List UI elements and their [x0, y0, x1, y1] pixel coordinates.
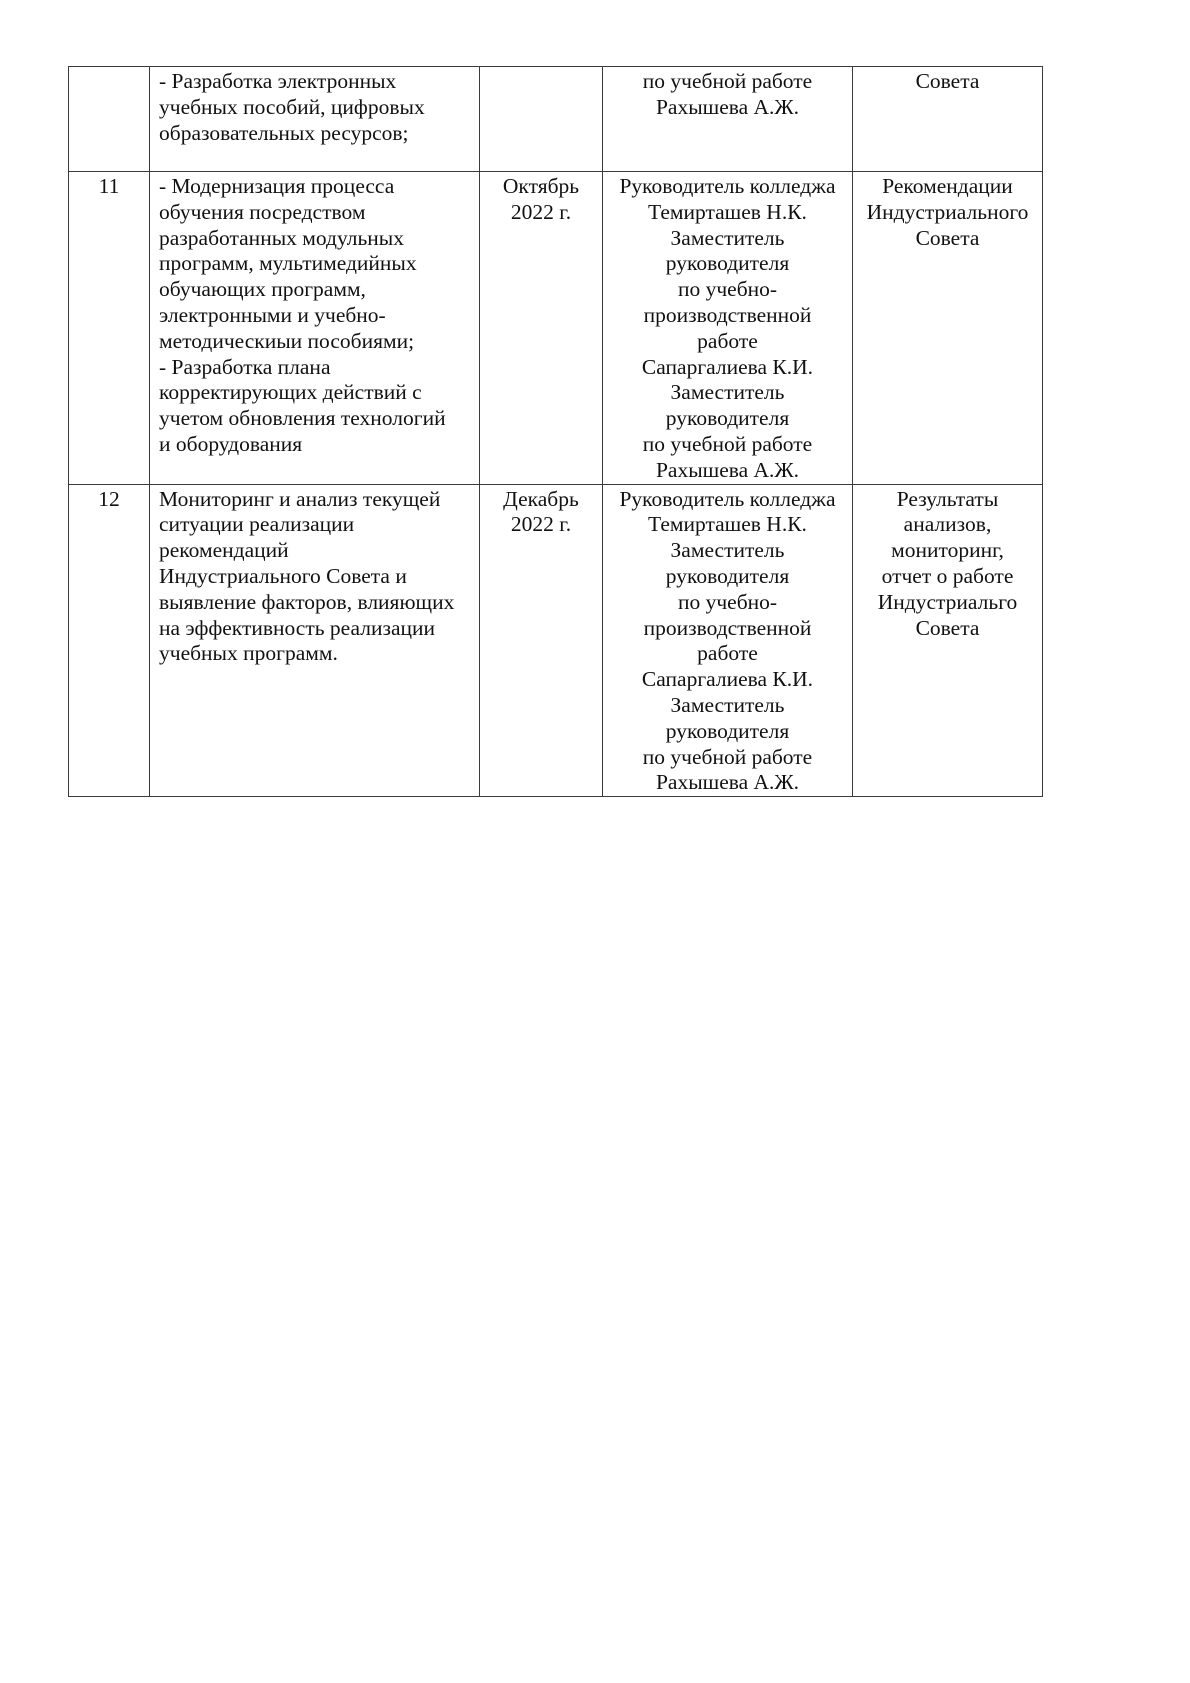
text-line: - Модернизация процесса	[159, 174, 395, 198]
text-line: Рахышева А.Ж.	[655, 94, 800, 119]
text-line: Совета	[915, 225, 980, 250]
text-line: рекомендаций	[159, 538, 289, 563]
text-line: руководителя	[665, 406, 790, 431]
text-line: Руководитель колледжа	[619, 486, 836, 511]
text-line: и оборудования	[159, 431, 303, 456]
result-cell	[853, 484, 1043, 797]
text-line: Заместитель	[670, 225, 785, 250]
text-line: выявление факторов, влияющих	[159, 589, 455, 614]
text-line: по учебно-	[677, 277, 778, 302]
text-line: корректирующих действий с	[159, 380, 422, 405]
text-line: работе	[697, 641, 758, 666]
row-number-cell: 12	[69, 484, 150, 797]
text-line: по учебной работе	[642, 744, 813, 769]
text-line: руководителя	[665, 563, 790, 588]
text-line: Совета	[915, 615, 980, 640]
text-line: Индустриального	[866, 199, 1029, 224]
text-line: руководителя	[665, 718, 790, 743]
text-line: учебных программ.	[159, 641, 338, 666]
text-line: Сапаргалиева К.И.	[641, 354, 814, 379]
table-row	[69, 484, 1043, 797]
text-line: Результаты	[896, 486, 999, 511]
text-line: программ, мультимедийных	[159, 251, 417, 276]
text-line: производственной	[643, 615, 812, 640]
activity-cell	[150, 67, 480, 172]
activity-cell	[150, 172, 480, 485]
text-line: анализов,	[903, 512, 992, 537]
text-line: Рекомендации	[882, 174, 1013, 198]
text-line: Индустриального Совета и	[159, 563, 407, 588]
text-line: Заместитель	[670, 538, 785, 563]
text-line: работе	[697, 328, 758, 353]
row-number-cell	[69, 67, 150, 172]
text-line: по учебно-	[677, 589, 778, 614]
text-line: - Разработка электронных	[159, 69, 397, 93]
text-line: Декабрь	[503, 486, 579, 511]
responsible-cell	[603, 67, 853, 172]
text-line: Рахышева А.Ж.	[655, 457, 800, 482]
text-line: электронными и учебно-	[159, 302, 386, 327]
text-line: по учебной работе	[642, 69, 813, 93]
text-line: Заместитель	[670, 692, 785, 717]
text-line: Темирташев Н.К.	[648, 512, 807, 537]
text-line: разработанных модульных	[159, 225, 404, 250]
text-line: ситуации реализации	[159, 512, 355, 537]
text-line: Совета	[915, 69, 980, 93]
result-cell	[853, 67, 1043, 172]
text-line: 2022 г.	[510, 512, 572, 537]
text-line: Рахышева А.Ж.	[655, 770, 800, 795]
text-line: Руководитель колледжа	[619, 174, 836, 198]
text-line: 2022 г.	[510, 199, 572, 224]
deadline-cell	[480, 484, 603, 797]
text-line: Мониторинг и анализ текущей	[159, 486, 441, 511]
text-line: по учебной работе	[642, 431, 813, 456]
text-line: Темирташев Н.К.	[648, 199, 807, 224]
responsible-cell	[603, 172, 853, 485]
text-line: мониторинг,	[891, 538, 1004, 563]
deadline-cell	[480, 172, 603, 485]
result-cell	[853, 172, 1043, 485]
text-line: руководителя	[665, 251, 790, 276]
text-line: обучающих программ,	[159, 277, 366, 302]
responsible-cell	[603, 484, 853, 797]
deadline-cell	[480, 67, 603, 172]
text-line: обучения посредством	[159, 199, 366, 224]
text-line: методическиыи пособиями;	[159, 328, 415, 353]
text-line: Сапаргалиева К.И.	[641, 667, 814, 692]
text-line: на эффективность реализации	[159, 615, 436, 640]
plan-table	[68, 66, 1043, 797]
text-line: производственной	[643, 302, 812, 327]
activity-cell	[150, 484, 480, 797]
text-line: учетом обновления технологий	[159, 406, 446, 431]
row-number-cell: 11	[69, 172, 150, 485]
text-line: образовательных ресурсов;	[159, 120, 409, 145]
text-line: Заместитель	[670, 380, 785, 405]
table-row	[69, 67, 1043, 172]
text-line: отчет о работе	[881, 563, 1014, 588]
text-line: учебных пособий, цифровых	[159, 94, 425, 119]
text-line: Индустриальго	[877, 589, 1018, 614]
table-row	[69, 172, 1043, 485]
text-line: - Разработка плана	[159, 354, 331, 379]
text-line: Октябрь	[502, 174, 580, 198]
